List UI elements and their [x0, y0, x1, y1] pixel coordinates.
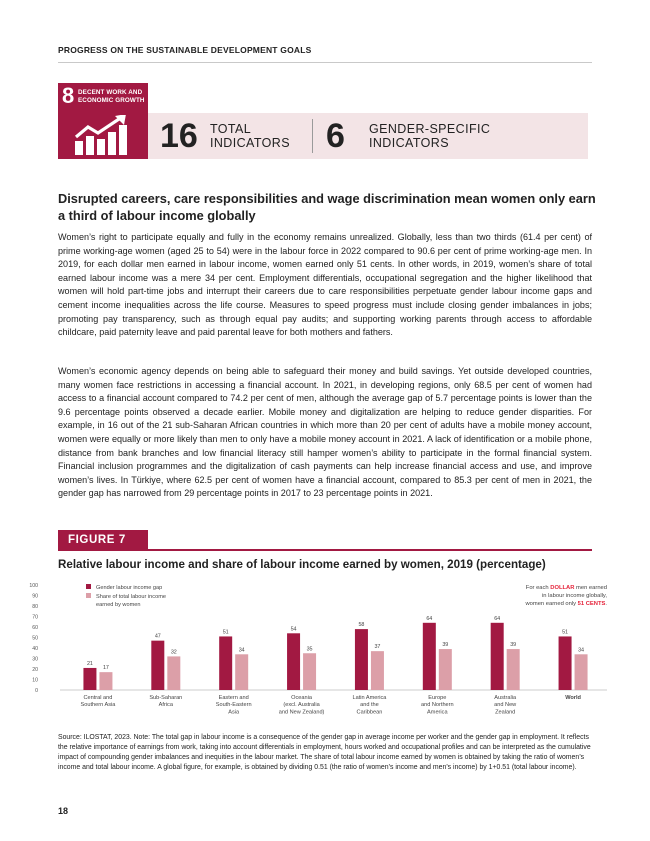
category-label: Zealand: [495, 709, 516, 716]
y-tick-label: 70: [32, 614, 38, 621]
category-label: Sub-Saharan: [149, 695, 183, 701]
category-label: Asia: [228, 709, 240, 716]
bar: [575, 654, 588, 690]
body-paragraph-2: Women’s economic agency depends on being able to safeguard their money and build savings. Yet outside developed countries, many women face restrictions in accessing a financial account. In 2021, in developing regions, only 68.5 per cent of women had access to a financial account compared to 74.2 per cent of men, although the average gap of 5.7 percentage points is lower than the 9.6 percentage points observed a decade earlier. Mobile money and digitalization are helping to reduce gender disparities. For example, in 16 out of the 21 sub-Saharan African countries in which more than 20 per cent of adults have a mobile money account, women were equally or more likely than men to only have a mobile money account in 2021. A lack of identification or a mobile phone, distance from bank branches and low financial literacy still hamper women’s ability to participate in the formal financial system. Financial inclusion programmes and the digitalization of cash payments can help increase financial access and use, and improve women’s lives. In Türkiye, where 62.5 per cent of women have a financial account, compared to 85.3 per cent of men in 2021, the gender gap has narrowed from 29 percentage points in 2017 to 23 percentage points in 2021.: [58, 366, 592, 499]
category-label: World: [565, 695, 581, 701]
total-indicators-count: 16: [160, 117, 198, 155]
annotation-highlight: DOLLAR: [550, 585, 575, 591]
labour-income-bar-chart: [22, 578, 616, 724]
figure-divider: [58, 549, 592, 551]
body-paragraph-1: Women’s right to participate equally and fully in the economy remains unrealized. Globally, less than two thirds (61.4 per cent) of prime working-age women (aged 25 to 54) were in the labour force in 2022 compared to 90.6 per cent of prime working-age men. In 2019, for each dollar men earned in labour income, women earned only 51 cents. In other words, in 2019, women’s share of total earned labour income was a mere 34 per cent. Employment differentials, occupational segregation and the higher likelihood that women will hold part-time jobs and interrupt their careers due to care responsibilities perpetuate gender labour income gaps and cement income inequalities across the life course. Measures to speed progress must include closing gender imbalances in jobs; promoting pay transparency, such as through equal pay audits; and supporting working parents through access to affordable childcare, paid paternity leave and paid parental leave for both mothers and fathers.: [58, 232, 592, 338]
indicator-summary-bar: [148, 113, 588, 159]
category-label: Caribbean: [356, 709, 383, 716]
bar-value-label: 39: [442, 642, 449, 649]
y-tick-label: 60: [32, 625, 38, 631]
sdg-goal-number: 8: [62, 83, 75, 108]
legend-swatch: [86, 593, 91, 598]
bar-value-label: 34: [238, 647, 245, 654]
bar: [371, 651, 384, 690]
bar: [439, 649, 452, 690]
bar-value-label: 37: [374, 644, 381, 651]
bar-value-label: 32: [170, 649, 177, 656]
bar: [219, 636, 232, 690]
sdg-goal-title-line-2: ECONOMIC GROWTH: [78, 96, 145, 104]
growth-chart-arrow-icon: [74, 115, 132, 155]
y-tick-label: 80: [32, 604, 38, 610]
bar-value-label: 51: [562, 629, 569, 636]
bar: [507, 649, 520, 690]
bar: [491, 623, 504, 690]
bar-value-label: 34: [578, 647, 585, 654]
total-indicators-label-line-2: INDICATORS: [210, 136, 290, 150]
bar: [355, 629, 368, 690]
category-label: America: [427, 709, 448, 716]
category-label: and New Zealand): [278, 709, 325, 716]
bar-value-label: 58: [358, 622, 365, 629]
category-label: Africa: [158, 702, 173, 709]
category-label: Australia: [494, 695, 517, 701]
page-number: 18: [58, 806, 69, 816]
category-label: Eastern and: [218, 695, 249, 701]
y-tick-label: 0: [35, 688, 38, 694]
bar: [423, 623, 436, 690]
bar: [151, 641, 164, 690]
sdg-goal-title-line-1: DECENT WORK AND: [78, 89, 143, 96]
sdg-goal-title: [78, 89, 145, 104]
annotation-text: men earned: [574, 585, 607, 591]
y-tick-label: 20: [32, 667, 38, 673]
annotation-line-3: [524, 601, 607, 607]
category-label: (excl. Australia: [283, 702, 320, 709]
bar: [83, 668, 96, 690]
legend-label: Gender labour income gap: [96, 585, 163, 591]
y-tick-label: 90: [32, 593, 38, 600]
gender-indicators-label: [369, 122, 490, 150]
bar-value-label: 21: [86, 660, 93, 667]
y-tick-label: 50: [32, 635, 38, 642]
bar-value-label: 64: [494, 615, 501, 622]
annotation-text: women earned only: [525, 601, 578, 607]
category-label: and New: [494, 702, 517, 709]
gender-indicators-label-line-1: GENDER-SPECIFIC: [369, 122, 491, 136]
figure-title: Relative labour income and share of labour income earned by women, 2019 (percentage): [58, 558, 546, 571]
y-tick-label: 40: [32, 646, 38, 652]
sdg-goal-tile: [58, 83, 148, 159]
category-label: and Northern: [420, 702, 454, 709]
header-divider: [58, 62, 592, 63]
gender-indicators-count: 6: [326, 117, 345, 155]
category-label: Southern Asia: [80, 702, 116, 709]
annotation-highlight: 51 CENTS: [577, 601, 606, 607]
category-label: and the: [360, 702, 379, 709]
figure-label: FIGURE 7: [58, 530, 148, 550]
annotation-line-2: in labour income globally,: [542, 593, 607, 599]
annotation-text: For each: [525, 585, 551, 591]
bar: [167, 656, 180, 690]
bar-value-label: 64: [426, 615, 433, 622]
bar-value-label: 51: [222, 629, 229, 636]
bar-value-label: 35: [306, 646, 313, 653]
category-label: South-Eastern: [215, 702, 252, 709]
total-indicators-label-line-1: TOTAL: [210, 122, 252, 136]
bar: [235, 654, 248, 690]
bar-value-label: 54: [290, 626, 297, 633]
y-tick-label: 100: [29, 583, 38, 589]
indicator-divider: [312, 119, 313, 153]
section-headline: Disrupted careers, care responsibilities and wage discrimination mean women only earn a third of labour income globally: [58, 191, 596, 223]
bar: [99, 672, 112, 690]
category-label: Oceania: [291, 695, 312, 701]
y-tick-label: 30: [32, 656, 38, 663]
bar-value-label: 39: [510, 642, 517, 649]
bar-value-label: 47: [154, 633, 161, 640]
bar: [559, 636, 572, 690]
legend-swatch: [86, 584, 91, 589]
category-label: Central and: [83, 695, 113, 701]
bar-value-label: 17: [102, 665, 109, 672]
legend-label: earned by women: [96, 602, 141, 608]
y-tick-label: 10: [32, 677, 38, 684]
gender-indicators-label-line-2: INDICATORS: [369, 136, 449, 150]
bar: [303, 653, 316, 690]
total-indicators-label: [210, 122, 290, 150]
annotation-text: .: [605, 601, 607, 607]
annotation-line-1: [526, 585, 607, 591]
bar: [287, 633, 300, 690]
category-label: Latin America: [352, 695, 387, 701]
category-label: Europe: [428, 695, 447, 701]
running-head: PROGRESS ON THE SUSTAINABLE DEVELOPMENT GOALS: [58, 45, 312, 55]
source-note: Source: ILOSTAT, 2023. Note: The total gap in labour income is a consequence of the gender gap in average income per worker and the gender gap in employment. It reflects the relative importance of earnings from work, taking into account differentials in employment, hours worked and occupational profiles and can be interpreted as the cumulative impact of compounding gender imbalances and inequities in the labour market. The share of total labour income earned by women is obtained by taking the ratio of women’s income and total labour income. A global figure, for example, is obtained by dividing 0.51 (the ratio of women’s income and men’s income) by 1+0.51 (total labour income).: [58, 734, 591, 771]
legend-label: Share of total labour income: [96, 594, 166, 600]
